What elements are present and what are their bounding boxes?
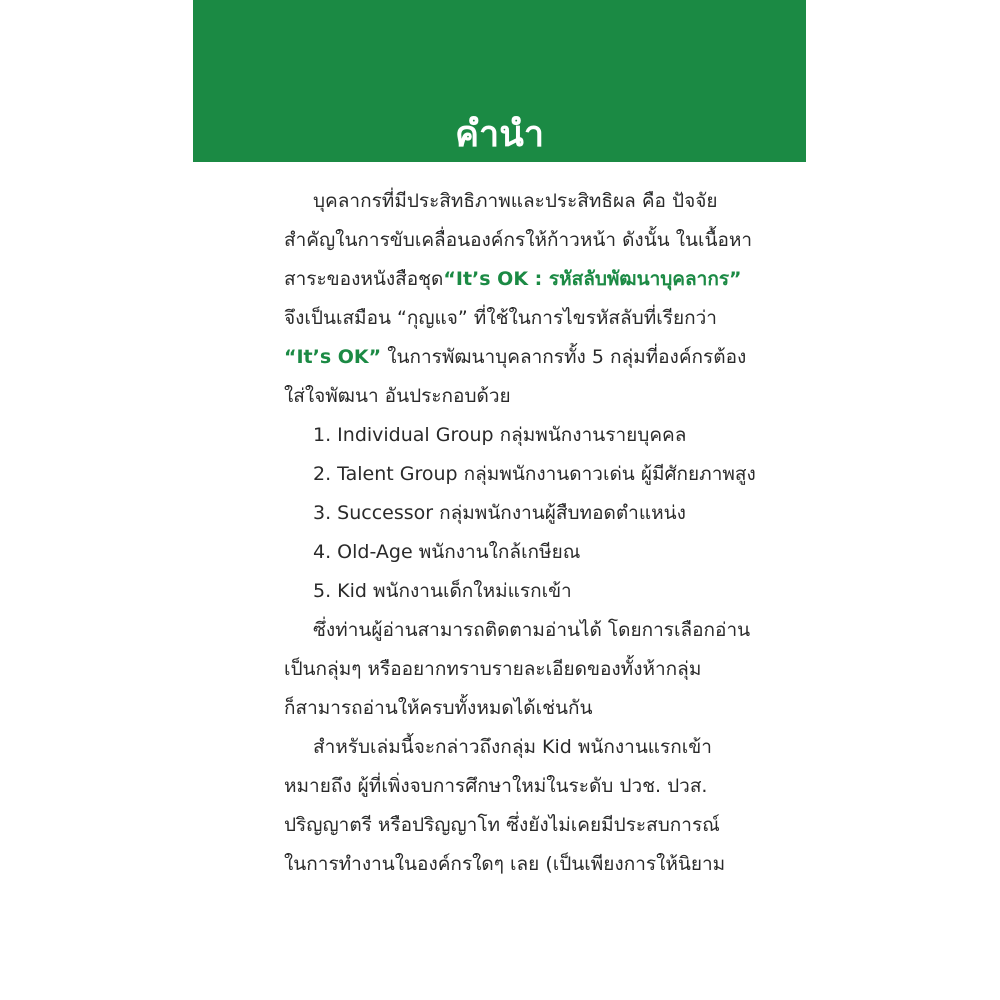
kid-line-2: หมายถึง ผู้ที่เพิ่งจบการศึกษาใหม่ในระดับ ปวช. ปวส. xyxy=(284,775,708,797)
intro-paragraph xyxy=(284,182,753,416)
reading-line-3: ก็สามารถอ่านให้ครบทั้งหมดได้เช่นกัน xyxy=(284,697,593,719)
list-item: 4. Old-Age พนักงานใกล้เกษียณ xyxy=(313,541,581,563)
kid-line-3: ปริญญาตรี หรือปริญญาโท ซึ่งยังไม่เคยมีประสบการณ์ xyxy=(284,814,720,836)
intro-line-2: สำคัญในการขับเคลื่อนองค์กรให้ก้าวหน้า ดังนั้น ในเนื้อหา xyxy=(284,229,753,251)
intro-line-5-suffix: ในการพัฒนาบุคลากรทั้ง 5 กลุ่มที่องค์กรต้อง xyxy=(381,346,747,368)
kid-line-4: ในการทำงานในองค์กรใดๆ เลย (เป็นเพียงการให้นิยาม xyxy=(284,853,726,875)
header-band xyxy=(193,0,806,162)
kid-line-1: สำหรับเล่มนี้จะกล่าวถึงกลุ่ม Kid พนักงานแรกเข้า xyxy=(313,736,712,758)
reading-paragraph xyxy=(284,611,751,728)
list-item: 2. Talent Group กลุ่มพนักงานดาวเด่น ผู้มีศักยภาพสูง xyxy=(313,463,756,485)
body-text xyxy=(284,182,756,884)
intro-line-1: บุคลากรที่มีประสิทธิภาพและประสิทธิผล คือ ปัจจัย xyxy=(313,190,718,212)
list-item: 5. Kid พนักงานเด็กใหม่แรกเข้า xyxy=(313,580,572,602)
list-item: 3. Successor กลุ่มพนักงานผู้สืบทอดตำแหน่ง xyxy=(313,502,686,524)
intro-line-5 xyxy=(284,338,747,377)
reading-line-1: ซึ่งท่านผู้อ่านสามารถติดตามอ่านได้ โดยการเลือกอ่าน xyxy=(313,619,751,641)
series-title: “It’s OK : รหัสลับพัฒนาบุคลากร” xyxy=(443,268,742,290)
group-list xyxy=(284,416,756,611)
list-item: 1. Individual Group กลุ่มพนักงานรายบุคคล xyxy=(313,424,687,446)
reading-line-2: เป็นกลุ่มๆ หรืออยากทราบรายละเอียดของทั้งห้ากลุ่ม xyxy=(284,658,702,680)
book-page xyxy=(193,0,806,1000)
kid-paragraph xyxy=(284,728,744,884)
page-title: คำนำ xyxy=(454,114,545,155)
intro-line-4: จึงเป็นเสมือน “กุญแจ” ที่ใช้ในการไขรหัสลับที่เรียกว่า xyxy=(284,307,717,329)
intro-line-6: ใส่ใจพัฒนา อันประกอบด้วย xyxy=(284,385,511,407)
key-term: “It’s OK” xyxy=(284,346,382,368)
intro-line-3-prefix: สาระของหนังสือชุด xyxy=(284,268,444,290)
intro-line-3 xyxy=(284,260,744,299)
